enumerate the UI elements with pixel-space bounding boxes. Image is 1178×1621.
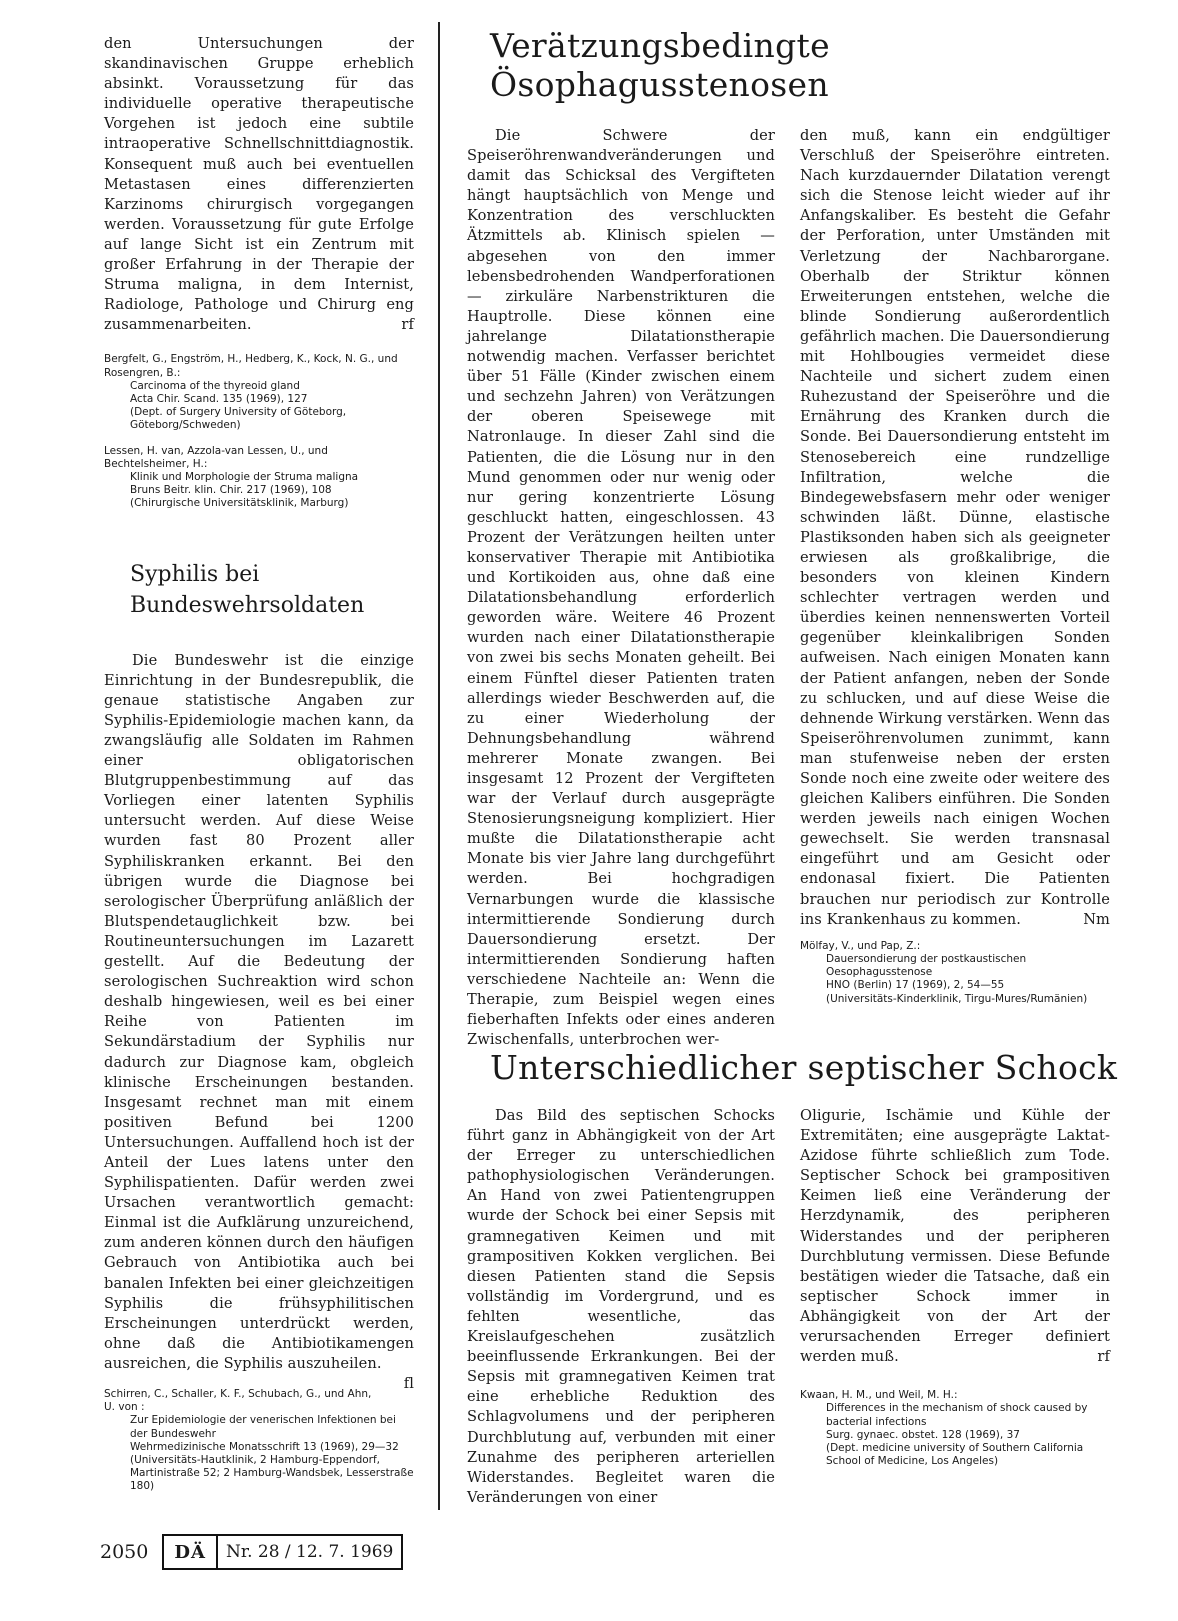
reference-kwaan — [800, 1389, 1110, 1468]
reference-lessen — [104, 445, 414, 511]
page-number: 2050 — [100, 1541, 149, 1563]
column-divider — [438, 22, 440, 1510]
page-footer — [100, 1534, 403, 1570]
reference-journal: Acta Chir. Scand. 135 (1969), 127 — [130, 393, 308, 406]
reference-authors: Kwaan, H. M., und Weil, M. H.: — [800, 1389, 958, 1402]
column-left — [104, 34, 414, 1494]
oesophagus-title-line-1: Verätzungsbedingte — [490, 26, 830, 65]
reference-title: Dauersondierung der postkaustischen Oesophagusstenose — [826, 952, 1027, 979]
schock-column-b — [800, 1106, 1110, 1468]
oesophagus-body-a: Die Schwere der Speiseröhrenwandveränderungen und damit das Schicksal des Vergifteten hängt hauptsächlich von Menge und Konzentration des verschluckten Ätzmittels ab. Klinisch spielen — abgesehen von den immer lebensbedrohenden Wandperforationen — zirkuläre Narbenstrikturen die Hauptrolle. Diese können eine jahrelange Dilatationstherapie notwendig machen. Verfasser berichtet über 51 Fälle (Kinder zwischen einem und sechzehn Jahren) von Verätzungen der oberen Speisewege mit Natronlauge. In dieser Zahl sind die Patienten, die die Lösung nur in den Mund genommen oder nur wenig oder nur gering konzentrierte Lösung geschluckt hatten, eingeschlossen. 43 Prozent der Verätzungen heilten unter konservativer Therapie mit Antibiotika und Kortikoiden aus, ohne daß eine Dilatationsbehandlung erforderlich geworden wäre. Weitere 46 Prozent wurden nach einer Dilatationstherapie von zwei bis sechs Monaten geheilt. Bei einem Fünftel dieser Patienten traten allerdings wieder Beschwerden auf, die zu einer Wiederholung der Dehnungsbehandlung während mehrerer Monate zwangen. Bei insgesamt 12 Prozent der Vergifteten war der Verlauf durch ausgeprägte Stenosierungsneigung kompliziert. Hier mußte die Dilatationstherapie acht Monate bis vier Jahre lang durchgeführt werden. Bei hochgradigen Vernarbungen wurde die klassische intermittierende Sondierung durch Dauersondierung ersetzt. Der intermittierenden Sondierung haften verschiedene Nachteile an: Wenn die Therapie, zum Beispiel wegen eines fieberhaften Infekts oder eines anderen Zwischenfalls, unterbrochen wer- — [467, 127, 775, 1049]
reference-authors: Mölfay, V., und Pap, Z.: — [800, 939, 921, 952]
author-sigle: rf — [1097, 1348, 1110, 1366]
issue-date: Nr. 28 / 12. 7. 1969 — [225, 1542, 394, 1562]
reference-moelfay — [800, 940, 1110, 1006]
reference-authors: Schirren, C., Schaller, K. F., Schubach, G., und Ahn, U. von : — [104, 1388, 372, 1414]
reference-affiliation: (Dept. medicine university of Southern California School of Medicine, Los Angeles) — [826, 1442, 1084, 1468]
article-oesophagus-heading — [490, 26, 1130, 104]
reference-title: Carcinoma of the thyreoid gland — [130, 379, 300, 392]
syphilis-title-line-1: Syphilis bei — [130, 561, 260, 587]
reference-bergfelt — [104, 353, 414, 432]
reference-title: Zur Epidemiologie der venerischen Infektionen bei der Bundeswehr — [130, 1414, 396, 1440]
issue-box — [162, 1534, 403, 1570]
oesophagus-title-line-2: Ösophagusstenosen — [490, 65, 829, 104]
reference-schirren — [104, 1388, 414, 1494]
author-sigle: fl — [403, 1375, 414, 1393]
reference-affiliation: (Chirurgische Universitätsklinik, Marburg) — [130, 497, 349, 510]
author-sigle: rf — [401, 316, 414, 334]
author-sigle: Nm — [1083, 910, 1110, 928]
reference-title: Differences in the mechanism of shock caused by bacterial infections — [826, 1402, 1088, 1428]
syphilis-heading — [130, 559, 414, 621]
schock-body-a: Das Bild des septischen Schocks führt ganz in Abhängigkeit von der Art der Erreger zu unterschiedlichen pathophysiologischen Veränderungen. An Hand von zwei Patientengruppen wurde der Schock bei einer Sepsis mit gramnegativen Keimen und mit grampositiven Kokken verglichen. Bei diesen Patienten stand die Sepsis vollständig im Vordergrund, und es fehlten wesentliche, das Kreislaufgeschehen zusätzlich beeinflussende Erkrankungen. Bei der Sepsis mit gramnegativen Keimen trat eine erhebliche Reduktion des Schlagvolumens und der peripheren Durchblutung auf, verbunden mit einer Zunahme des peripheren arteriellen Widerstandes. Begleitet waren die Veränderungen von einer — [467, 1107, 775, 1506]
oesophagus-body-b: den muß, kann ein endgültiger Verschluß der Speiseröhre eintreten. Nach kurzdauernder Dilatation verengt sich die Stenose leicht wieder auf ihr Anfangskaliber. Es besteht die Gefahr der Perforation, unter Umständen mit Verletzung der Nachbarorgane. Oberhalb der Striktur können Erweiterungen entstehen, welche die blinde Sondierung außerordentlich gefährlich machen. Die Dauersondierung mit Hohlbougies vermeidet diese Nachteile und sichert zudem einen Ruhezustand der Speiseröhre und die Ernährung des Kranken durch die Sonde. Bei Dauersondierung entsteht im Stenosebereich eine rundzellige Infiltration, welche die Bindegewebsfasern mehr oder weniger schwinden läßt. Dünne, elastische Plastiksonden haben sich als geeigneter erwiesen als großkalibrige, die besonders von kleinen Kindern schlechter vertragen werden und überdies keinen nennenswerten Vorteil gegenüber kleinkalibrigen Sonden aufweisen. Nach einigen Monaten kann der Patient anfangen, neben der Sonde zu schlucken, und auf diese Weise die dehnende Wirkung verstärken. Wenn das Speiseröhrenvolumen zunimmt, kann man stufenweise neben der ersten Sonde noch eine zweite oder weitere des gleichen Kalibers einführen. Die Sonden werden jeweils nach einigen Wochen gewechselt. Sie werden transnasal eingeführt und am Gesicht oder endonasal fixiert. Die Patienten brauchen nur periodisch zur Kontrolle ins Krankenhaus zu kommen. Nm — [800, 126, 1110, 930]
syphilis-title-line-2: Bundeswehrsoldaten — [130, 592, 365, 618]
syphilis-article-body: Die Bundeswehr ist die einzige Einrichtung in der Bundesrepublik, die genaue statistische Angaben zur Syphilis-Epidemiologie machen kann, da zwangsläufig alle Soldaten im Rahmen einer obligatorischen Blutgruppenbestimmung auf das Vorliegen einer latenten Syphilis untersucht werden. Auf diese Weise wurden fast 80 Prozent aller Syphiliskranken erkannt. Bei den übrigen wurde die Diagnose bei serologischer Überprüfung anläßlich der Blutspendetauglichkeit bzw. bei Routineuntersuchungen im Lazarett gestellt. Auf die Bedeutung der serologischen Suchreaktion wird schon deshalb hingewiesen, weil es bei einer Reihe von Patienten im Sekundärstadium der Syphilis nur dadurch zur Diagnose kam, obgleich klinische Erscheinungen bestanden. Insgesamt rechnet man mit einem positiven Befund bei 1200 Untersuchungen. Auffallend hoch ist der Anteil der Lues latens unter den Syphilispatienten. Dafür werden zwei Ursachen verantwortlich gemacht: Einmal ist die Aufklärung unzureichend, zum anderen können durch den häufigen Gebrauch von Antibiotika auch bei banalen Infekten bei einer gleichzeitigen Syphilis die frühsyphilitischen Erscheinungen unterdrückt werden, ohne daß die Antibiotikamengen ausreichen, die Syphilis auszuheilen. fl — [104, 651, 414, 1374]
reference-journal: HNO (Berlin) 17 (1969), 2, 54—55 — [826, 979, 1005, 992]
article-schock-heading — [490, 1048, 1130, 1087]
reference-journal: Wehrmedizinische Monatsschrift 13 (1969), 29—32 — [130, 1440, 399, 1453]
reference-affiliation: (Universitäts-Kinderklinik, Tirgu-Mures/Rumänien) — [826, 992, 1088, 1005]
oesophagus-column-b — [800, 126, 1110, 1006]
reference-affiliation: (Universitäts-Hautklinik, 2 Hamburg-Eppendorf, Martinistraße 52; 2 Hamburg-Wandsbek, Lesserstraße 180) — [130, 1454, 414, 1493]
reference-journal: Bruns Beitr. klin. Chir. 217 (1969), 108 — [130, 484, 332, 497]
struma-article-continuation: den Untersuchungen der skandinavischen Gruppe erheblich absinkt. Voraussetzung für das individuelle operative therapeutische Vorgehen ist jedoch eine subtile intraoperative Schnellschnittdiagnostik. Konsequent muß auch bei eventuellen Metastasen eines differenzierten Karzinoms chirurgisch vorgegangen werden. Voraussetzung für gute Erfolge auf lange Sicht ist ein Zentrum mit großer Erfahrung in der Therapie der Struma maligna, in dem Internist, Radiologe, Pathologe und Chirurg eng zusammenarbeiten. rf — [104, 34, 414, 335]
oesophagus-column-a — [467, 126, 775, 1050]
schock-title: Unterschiedlicher septischer Schock — [490, 1048, 1118, 1087]
reference-affiliation: (Dept. of Surgery University of Göteborg, Göteborg/Schweden) — [130, 406, 347, 432]
schock-body-b: Oligurie, Ischämie und Kühle der Extremitäten; eine ausgeprägte Laktat-Azidose führte schließlich zum Tode. Septischer Schock bei grampositiven Keimen ließ eine Veränderung der Herzdynamik, des peripheren Widerstandes und der peripheren Durchblutung vermissen. Diese Befunde bestätigen wieder die Tatsache, daß ein septischer Schock immer in Abhängigkeit von der Art der verursachenden Erreger definiert werden muß. rf — [800, 1106, 1110, 1367]
reference-title: Klinik und Morphologie der Struma maligna — [130, 471, 359, 484]
reference-journal: Surg. gynaec. obstet. 128 (1969), 37 — [826, 1428, 1020, 1441]
journal-logo: DÄ — [164, 1536, 218, 1568]
reference-authors: Lessen, H. van, Azzola-van Lessen, U., und Bechtelsheimer, H.: — [104, 444, 328, 470]
schock-column-a — [467, 1106, 775, 1508]
reference-authors: Bergfelt, G., Engström, H., Hedberg, K., Kock, N. G., und Rosengren, B.: — [104, 353, 398, 379]
